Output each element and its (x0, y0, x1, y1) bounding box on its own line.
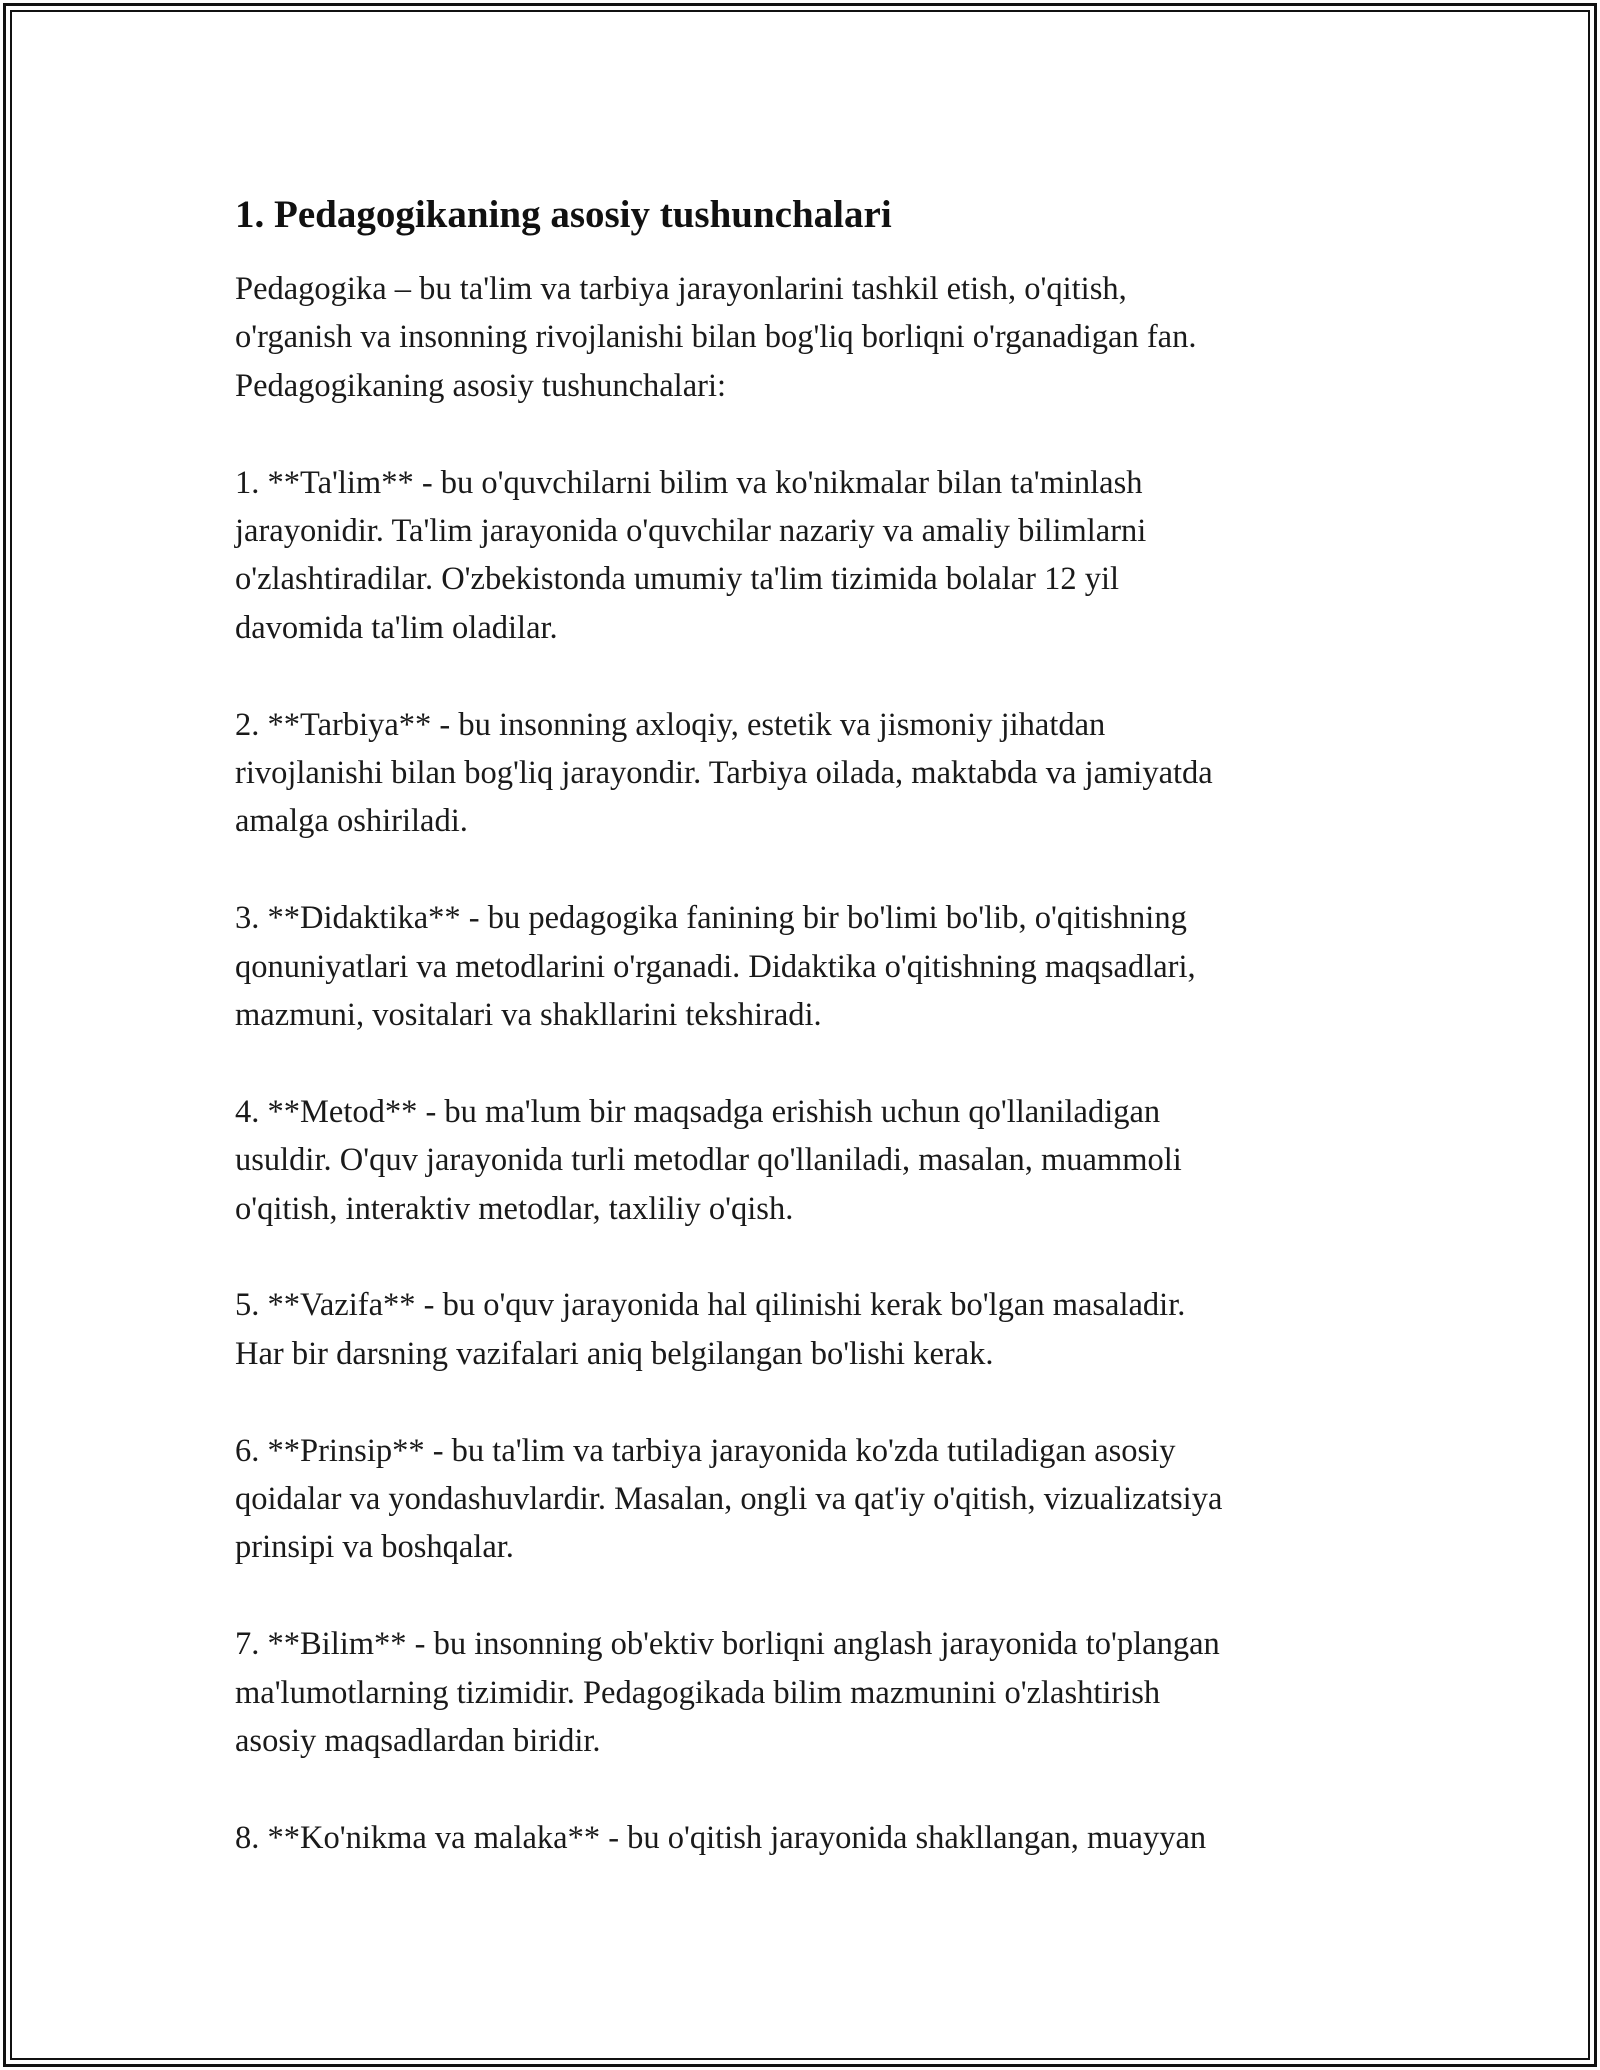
text-line: o'qitish, interaktiv metodlar, taxliliy o'qish. (235, 1190, 794, 1227)
text-line: 5. **Vazifa** - bu o'quv jarayonida hal qilinishi kerak bo'lgan masaladir. (235, 1287, 1186, 1324)
text-line: 2. **Tarbiya** - bu insonning axloqiy, estetik va jismoniy jihatdan (235, 706, 1106, 743)
term-paragraph (235, 1281, 1365, 1378)
text-line: qonuniyatlari va metodlarini o'rganadi. Didaktika o'qitishning maqsadlari, (235, 948, 1196, 985)
text-line: jarayonidir. Ta'lim jarayonida o'quvchilar nazariy va amaliy bilimlarni (235, 513, 1147, 550)
intro-paragraph (235, 265, 1365, 410)
text-line: davomida ta'lim oladilar. (235, 609, 558, 646)
text-line: prinsipi va boshqalar. (235, 1529, 514, 1566)
term-paragraph (235, 701, 1365, 846)
text-line: o'zlashtiradilar. O'zbekistonda umumiy ta'lim tizimida bolalar 12 yil (235, 561, 1120, 598)
term-paragraph (235, 1620, 1365, 1765)
text-line: asosiy maqsadlardan biridir. (235, 1723, 601, 1760)
text-line: 3. **Didaktika** - bu pedagogika fanining bir bo'limi bo'lib, o'qitishning (235, 900, 1187, 937)
term-paragraph (235, 894, 1365, 1039)
document-body (235, 190, 1365, 1911)
text-line: 7. **Bilim** - bu insonning ob'ektiv borliqni anglash jarayonida to'plangan (235, 1626, 1220, 1663)
text-line: usuldir. O'quv jarayonida turli metodlar qo'llaniladi, masalan, muammoli (235, 1142, 1182, 1179)
text-line: Har bir darsning vazifalari aniq belgilangan bo'lishi kerak. (235, 1335, 994, 1372)
term-paragraph (235, 1088, 1365, 1233)
term-paragraph (235, 459, 1365, 653)
text-line: qoidalar va yondashuvlardir. Masalan, ongli va qat'iy o'qitish, vizualizatsiya (235, 1481, 1223, 1518)
text-line: mazmuni, vositalari va shakllarini tekshiradi. (235, 997, 822, 1034)
text-line: Pedagogika – bu ta'lim va tarbiya jarayonlarini tashkil etish, o'qitish, (235, 271, 1127, 307)
text-line: ma'lumotlarning tizimidir. Pedagogikada bilim mazmunini o'zlashtirish (235, 1674, 1161, 1711)
term-paragraph (235, 1814, 1365, 1862)
text-line: 8. **Ko'nikma va malaka** - bu o'qitish jarayonida shakllangan, muayyan (235, 1819, 1207, 1856)
text-line: Pedagogikaning asosiy tushunchalari: (235, 367, 727, 404)
text-line: 4. **Metod** - bu ma'lum bir maqsadga erishish uchun qo'llaniladigan (235, 1093, 1161, 1130)
text-line: 1. **Ta'lim** - bu o'quvchilarni bilim va ko'nikmalar bilan ta'minlash (235, 464, 1143, 501)
text-line: o'rganish va insonning rivojlanishi bilan bog'liq borliqni o'rganadigan fan. (235, 319, 1197, 356)
paragraph-list (235, 265, 1365, 1862)
term-paragraph (235, 1427, 1365, 1572)
text-line: amalga oshiriladi. (235, 803, 468, 840)
document-title: 1. Pedagogikaning asosiy tushunchalari (235, 193, 892, 236)
text-line: rivojlanishi bilan bog'liq jarayondir. Tarbiya oilada, maktabda va jamiyatda (235, 755, 1213, 792)
text-line: 6. **Prinsip** - bu ta'lim va tarbiya jarayonida ko'zda tutiladigan asosiy (235, 1432, 1176, 1469)
